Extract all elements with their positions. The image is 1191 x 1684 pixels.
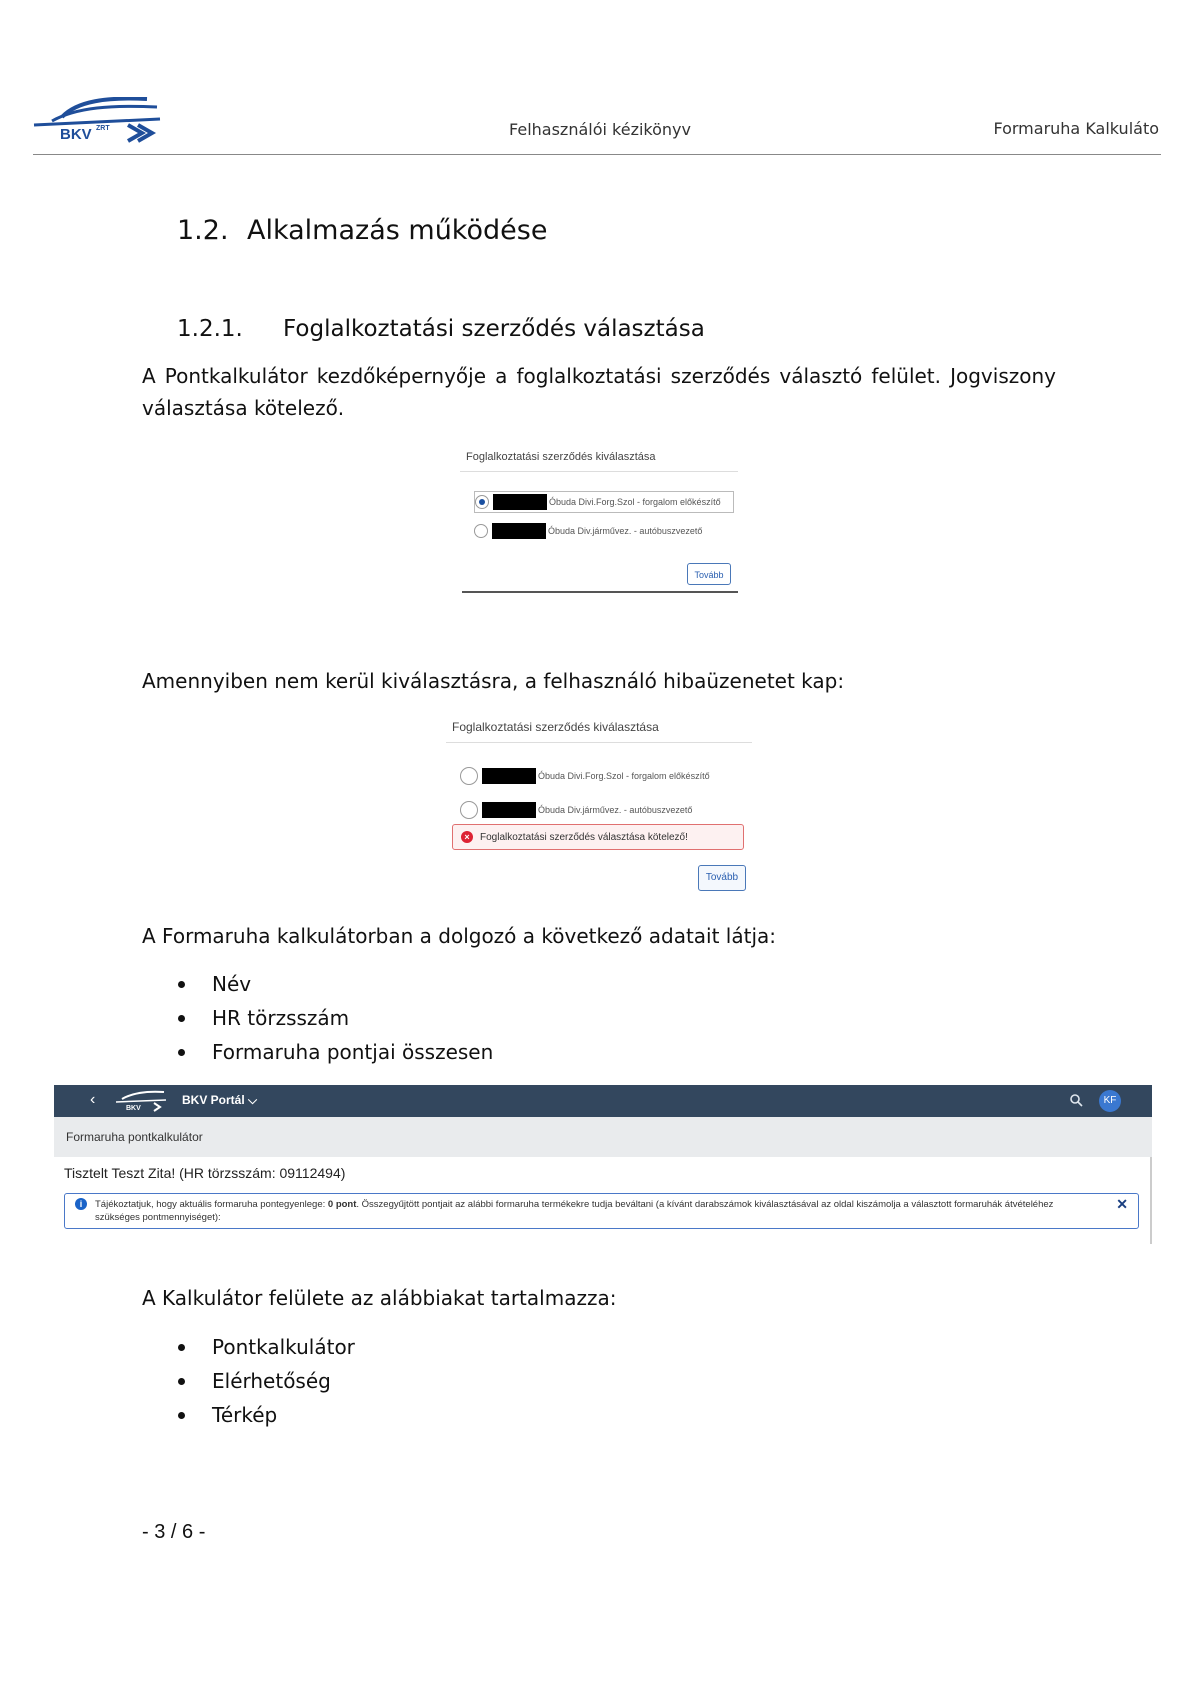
redacted-block (493, 494, 547, 510)
info-prefix: Tájékoztatjuk, hogy aktuális formaruha pontegyenlege: (95, 1199, 328, 1210)
contract-option-1[interactable] (460, 766, 710, 786)
screenshot-title: Foglalkoztatási szerződés kiválasztása (452, 720, 659, 734)
redacted-block (482, 768, 536, 784)
radio-selected-icon[interactable] (475, 495, 489, 509)
page-number: - 3 / 6 - (142, 1521, 206, 1543)
option-label: Óbuda Divi.Forg.Szol - forgalom előkészítő (549, 497, 721, 507)
portal-screenshot (54, 1085, 1152, 1244)
radio-icon[interactable] (460, 801, 478, 819)
list-item: Pontkalkulátor (142, 1330, 355, 1364)
edge-line (1150, 1157, 1152, 1244)
subsection-heading (177, 316, 705, 342)
close-icon[interactable]: ✕ (1116, 1196, 1128, 1212)
interface-intro-paragraph: A Kalkulátor felülete az alábbiakat tartalmazza: (142, 1286, 617, 1310)
list-item: Térkép (142, 1398, 355, 1432)
divider (446, 742, 752, 743)
contract-option-2[interactable] (460, 800, 692, 820)
page-title: Formaruha pontkalkulátor (66, 1130, 203, 1144)
header-divider (33, 154, 1161, 155)
greeting-text: Tisztelt Teszt Zita! (HR törzsszám: 09112494) (64, 1165, 346, 1181)
error-icon: × (461, 831, 473, 843)
error-message (452, 824, 744, 850)
contract-selection-screenshot (460, 445, 738, 595)
list-item: Név (142, 967, 493, 1001)
intro-paragraph-line2: választása kötelező. (142, 396, 345, 420)
bkv-logo (32, 97, 162, 143)
info-message (64, 1193, 1139, 1229)
employee-data-list (142, 967, 493, 1069)
radio-icon[interactable] (474, 524, 488, 538)
header-app-title: Formaruha Kalkuláto (993, 119, 1159, 138)
next-button[interactable]: Tovább (698, 865, 746, 891)
svg-text:BKV: BKV (126, 1105, 141, 1112)
portal-brand: BKV Portál (182, 1093, 245, 1107)
contract-option-1[interactable] (474, 491, 734, 513)
back-icon[interactable]: ‹ (90, 1091, 96, 1108)
info-icon: i (75, 1198, 87, 1210)
redacted-block (482, 802, 536, 818)
bottom-border (462, 591, 738, 593)
portal-menu[interactable] (182, 1093, 257, 1108)
section-number: 1.2. (177, 215, 229, 246)
info-points: 0 pont (327, 1199, 357, 1210)
page-title-bar (54, 1117, 1152, 1157)
subsection-number: 1.2.1. (177, 316, 243, 342)
contract-option-2[interactable] (474, 521, 702, 541)
list-item: HR törzsszám (142, 1001, 493, 1035)
option-label: Óbuda Divi.Forg.Szol - forgalom előkészítő (538, 771, 710, 781)
info-suffix: . Összegyűjtött pontjait az alábbi formaruha termékekre tudja beváltani (a kívánt darabszámok kiválasztásával az oldal kiszámolja a választott formaruhák átvételéhez szükséges pontmennyiséget): (95, 1199, 1054, 1223)
radio-icon[interactable] (460, 767, 478, 785)
option-label: Óbuda Div.járművez. - autóbuszvezető (548, 526, 703, 536)
portal-topbar (54, 1085, 1152, 1117)
interface-list (142, 1330, 355, 1432)
bkv-mini-logo (114, 1089, 168, 1113)
intro-paragraph-line1: A Pontkalkulátor kezdőképernyője a foglalkoztatási szerződés választó felület. Jogviszony (142, 364, 1056, 388)
svg-text:BKV: BKV (60, 126, 92, 143)
divider (460, 471, 738, 472)
list-item: Formaruha pontjai összesen (142, 1035, 493, 1069)
data-intro-paragraph: A Formaruha kalkulátorban a dolgozó a következő adatait látja: (142, 924, 777, 948)
subsection-title: Foglalkoztatási szerződés választása (283, 316, 705, 342)
section-heading (177, 215, 547, 246)
error-text: Foglalkoztatási szerződés választása kötelező! (480, 831, 688, 843)
chevron-down-icon: ⌵ (248, 1093, 258, 1107)
info-text (95, 1198, 1085, 1224)
list-item: Elérhetőség (142, 1364, 355, 1398)
next-button[interactable]: Tovább (687, 563, 731, 585)
contract-error-screenshot (446, 712, 752, 894)
search-icon[interactable] (1069, 1093, 1083, 1107)
avatar[interactable]: KF (1099, 1090, 1121, 1112)
svg-text:ZRT: ZRT (96, 125, 110, 132)
screenshot-title: Foglalkoztatási szerződés kiválasztása (466, 451, 656, 463)
section-title: Alkalmazás működése (247, 215, 548, 246)
redacted-block (492, 523, 546, 539)
error-intro-paragraph: Amennyiben nem kerül kiválasztásra, a felhasználó hibaüzenetet kap: (142, 669, 845, 693)
header-doc-title: Felhasználói kézikönyv (509, 120, 691, 139)
option-label: Óbuda Div.járművez. - autóbuszvezető (538, 805, 693, 815)
